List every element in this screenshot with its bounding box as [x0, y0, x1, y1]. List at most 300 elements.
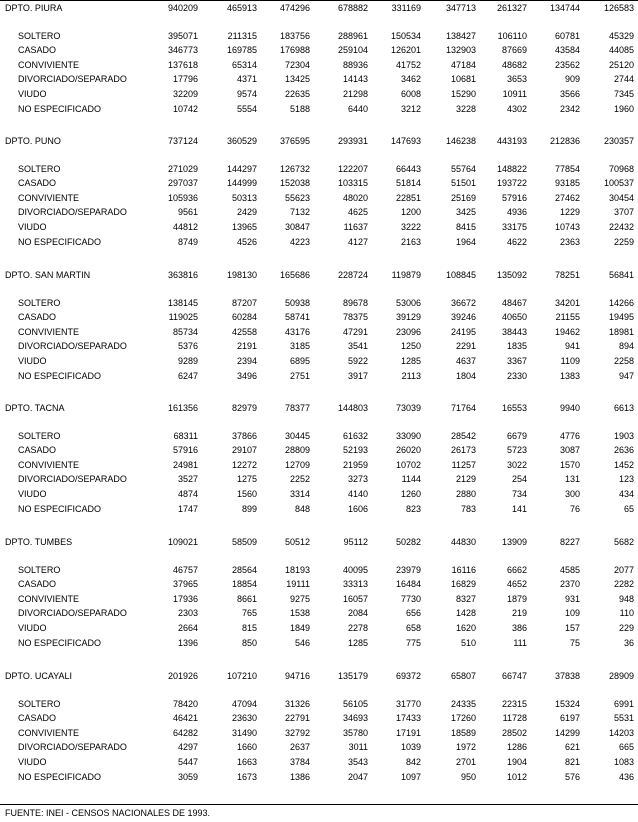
marital-status-row-value: 5376 [177, 341, 198, 352]
marital-status-row-value: 11257 [451, 459, 476, 470]
marital-status-row-value: 30847 [284, 221, 310, 232]
marital-status-row-value: 122207 [337, 163, 368, 174]
marital-status-row-label: CASADO [18, 178, 57, 189]
marital-status-row-value: 2077 [613, 564, 634, 575]
marital-status-row-value: 17796 [172, 74, 198, 85]
marital-status-row [0, 740, 638, 755]
department-section [0, 401, 638, 529]
marital-status-row-value: 4127 [347, 236, 368, 247]
department-total-row-value: 6613 [613, 403, 634, 413]
marital-status-row-value: 1250 [400, 341, 421, 352]
marital-status-row-value: 9561 [177, 207, 198, 218]
marital-status-row-value: 57916 [501, 192, 527, 203]
marital-status-row-value: 4625 [347, 207, 368, 218]
department-total-row-value: 78377 [284, 403, 310, 413]
marital-status-row-value: 60284 [231, 312, 257, 323]
marital-status-row-value: 3059 [177, 771, 198, 782]
marital-status-row-value: 141 [511, 503, 527, 514]
department-total-row-value: 94716 [284, 671, 310, 681]
marital-status-row-value: 131 [564, 474, 580, 485]
marital-status-row-value: 26173 [450, 445, 476, 456]
marital-status-row-value: 665 [618, 742, 634, 753]
marital-status-row-value: 1012 [506, 771, 527, 782]
marital-status-row-value: 297037 [167, 178, 198, 189]
marital-status-row-value: 1560 [236, 488, 257, 499]
marital-status-row-value: 6440 [347, 103, 368, 114]
marital-status-row-value: 87207 [231, 297, 257, 308]
marital-status-row-value: 44085 [608, 45, 634, 56]
department-section [0, 535, 638, 663]
marital-status-row-value: 105936 [167, 192, 198, 203]
marital-status-row-value: 1285 [347, 637, 368, 648]
marital-status-row-value: 1386 [289, 771, 310, 782]
marital-status-row-value: 2129 [455, 474, 476, 485]
marital-status-row-value: 7345 [613, 88, 634, 99]
department-total-row-label: DPTO. PUNO [5, 136, 61, 146]
marital-status-row-value: 395071 [167, 30, 198, 41]
marital-status-row-value: 65 [623, 503, 634, 514]
department-total-row-value: 147693 [390, 136, 421, 146]
marital-status-row-label: NO ESPECIFICADO [18, 771, 102, 782]
marital-status-row-label: NO ESPECIFICADO [18, 236, 102, 247]
marital-status-row-value: 39246 [450, 312, 476, 323]
marital-status-row-value: 947 [618, 370, 634, 381]
marital-status-row [0, 770, 638, 785]
department-total-row-value: 8227 [559, 537, 580, 547]
marital-status-row-value: 3425 [455, 207, 476, 218]
marital-status-row [0, 711, 638, 726]
marital-status-row-value: 78375 [342, 312, 368, 323]
marital-status-row-value: 144999 [226, 178, 257, 189]
marital-status-row-value: 33090 [395, 430, 421, 441]
marital-status-row-value: 22315 [501, 698, 527, 709]
marital-status-row-value: 12272 [231, 459, 257, 470]
marital-status-row-value: 2084 [347, 608, 368, 619]
marital-status-row-label: DIVORCIADO/SEPARADO [18, 341, 127, 352]
marital-status-row-value: 6679 [506, 430, 527, 441]
marital-status-row-value: 950 [460, 771, 476, 782]
marital-status-row-label: VIUDO [18, 355, 47, 366]
marital-status-row-value: 31490 [231, 727, 257, 738]
marital-status-row [0, 354, 638, 369]
marital-status-row-value: 765 [241, 608, 257, 619]
marital-status-row-value: 3653 [506, 74, 527, 85]
marital-status-row-value: 14143 [342, 74, 368, 85]
marital-status-row-label: VIUDO [18, 221, 47, 232]
marital-status-row-value: 16116 [451, 564, 476, 575]
marital-status-row-value: 2880 [455, 488, 476, 499]
marital-status-row-value: 3566 [559, 88, 580, 99]
marital-status-row-value: 931 [564, 593, 580, 604]
marital-status-row-value: 1960 [613, 103, 634, 114]
marital-status-row-value: 16484 [395, 579, 421, 590]
marital-status-row-value: 35780 [342, 727, 368, 738]
marital-status-row-value: 30454 [608, 192, 634, 203]
department-total-row-value: 134744 [549, 3, 580, 13]
marital-status-row-value: 169785 [226, 45, 257, 56]
marital-status-row-label: SOLTERO [18, 297, 61, 308]
marital-status-row-value: 1260 [400, 488, 421, 499]
marital-status-row-value: 93185 [554, 178, 580, 189]
marital-status-row-value: 4297 [177, 742, 198, 753]
department-total-row [0, 401, 638, 416]
marital-status-row-value: 14299 [554, 727, 580, 738]
marital-status-row-value: 3462 [400, 74, 421, 85]
marital-status-row-value: 36 [623, 637, 634, 648]
marital-status-row-value: 29107 [231, 445, 257, 456]
marital-status-row-label: DIVORCIADO/SEPARADO [18, 742, 127, 753]
marital-status-row-value: 211315 [227, 30, 257, 41]
marital-status-row-value: 22432 [608, 221, 634, 232]
marital-status-row-value: 948 [618, 593, 634, 604]
marital-status-row-value: 25169 [450, 192, 476, 203]
department-total-row-value: 161356 [167, 403, 198, 413]
marital-status-row-value: 1606 [347, 503, 368, 514]
marital-status-row-value: 1903 [613, 430, 634, 441]
department-total-row-value: 119879 [391, 270, 421, 280]
marital-status-row-value: 110 [619, 608, 634, 619]
marital-status-row-value: 16829 [450, 579, 476, 590]
marital-status-row-value: 17433 [395, 713, 421, 724]
department-total-row-value: 9940 [559, 403, 580, 413]
marital-status-row-value: 43584 [554, 45, 580, 56]
marital-status-row-value: 23630 [231, 713, 257, 724]
department-total-row-label: DPTO. TUMBES [5, 537, 73, 547]
marital-status-row-value: 1747 [177, 503, 198, 514]
marital-status-row-value: 26020 [395, 445, 421, 456]
marital-status-row-value: 1964 [455, 236, 476, 247]
marital-status-row-value: 6662 [506, 564, 527, 575]
department-total-row-value: 66747 [501, 671, 527, 681]
marital-status-row-value: 9574 [236, 88, 257, 99]
department-total-row-value: 135179 [337, 671, 368, 681]
marital-status-row-value: 1849 [289, 622, 310, 633]
marital-status-row-value: 66443 [395, 163, 421, 174]
marital-status-row-label: VIUDO [18, 488, 47, 499]
marital-status-row-value: 2751 [289, 370, 310, 381]
marital-status-row-value: 21298 [342, 88, 368, 99]
marital-status-row-value: 4874 [177, 488, 198, 499]
marital-status-row-label: CONVIVIENTE [18, 326, 80, 337]
marital-status-row [0, 472, 638, 487]
marital-status-row-value: 78420 [172, 698, 198, 709]
department-section [0, 669, 638, 797]
marital-status-row-label: CASADO [18, 312, 57, 323]
marital-status-row-value: 1879 [506, 593, 527, 604]
department-total-row [0, 535, 638, 550]
marital-status-row-value: 850 [241, 637, 257, 648]
marital-status-row-value: 4637 [455, 355, 476, 366]
marital-status-row-value: 2303 [177, 608, 198, 619]
department-total-row-value: 16553 [501, 403, 527, 413]
marital-status-row-value: 7132 [289, 207, 310, 218]
marital-status-row-value: 5922 [347, 355, 368, 366]
marital-status-row-value: 48020 [342, 192, 368, 203]
marital-status-row-value: 5188 [289, 103, 310, 114]
marital-status-row [0, 636, 638, 651]
marital-status-row-value: 436 [618, 771, 634, 782]
marital-status-row-value: 17936 [172, 593, 198, 604]
marital-status-row-value: 32792 [284, 727, 310, 738]
marital-status-row-value: 2259 [613, 236, 634, 247]
marital-status-row-value: 3367 [506, 355, 527, 366]
marital-status-row-value: 815 [241, 622, 257, 633]
department-total-row-value: 331169 [391, 3, 421, 13]
marital-status-row-value: 18193 [284, 564, 310, 575]
marital-status-row [0, 325, 638, 340]
marital-status-row-value: 4140 [347, 488, 368, 499]
marital-status-row-label: DIVORCIADO/SEPARADO [18, 207, 127, 218]
marital-status-row-value: 23562 [554, 59, 580, 70]
marital-status-row-value: 150534 [390, 30, 421, 41]
marital-status-row-value: 138427 [445, 30, 476, 41]
marital-status-row-value: 40095 [342, 564, 368, 575]
marital-status-row-value: 2291 [455, 341, 476, 352]
marital-status-row-value: 43176 [284, 326, 310, 337]
marital-status-row-value: 10681 [450, 74, 476, 85]
marital-status-row-value: 5554 [236, 103, 257, 114]
marital-status-row [0, 176, 638, 191]
department-total-row-value: 65807 [450, 671, 476, 681]
marital-status-row [0, 191, 638, 206]
marital-status-row-value: 909 [564, 74, 580, 85]
marital-status-row-value: 27462 [554, 192, 580, 203]
marital-status-row-value: 21155 [555, 312, 580, 323]
marital-status-row-value: 8415 [455, 221, 476, 232]
marital-status-row-value: 2429 [236, 207, 257, 218]
marital-status-row-value: 8661 [236, 593, 257, 604]
marital-status-row-value: 8749 [177, 236, 198, 247]
department-total-row-value: 360529 [226, 136, 257, 146]
bottom-rule [0, 804, 638, 805]
marital-status-row [0, 58, 638, 73]
marital-status-row-value: 1538 [289, 608, 310, 619]
marital-status-row-value: 19462 [554, 326, 580, 337]
department-section [0, 1, 638, 129]
marital-status-row-value: 3541 [347, 341, 368, 352]
department-total-row [0, 1, 638, 16]
marital-status-row-value: 4223 [289, 236, 310, 247]
marital-status-row-value: 4371 [236, 74, 257, 85]
marital-status-row-value: 1396 [177, 637, 198, 648]
marital-status-row-value: 386 [511, 622, 527, 633]
marital-status-row-value: 3222 [400, 221, 421, 232]
marital-status-row-label: VIUDO [18, 756, 47, 767]
marital-status-row-value: 2636 [613, 445, 634, 456]
marital-status-row-value: 510 [460, 637, 476, 648]
marital-status-row-value: 1200 [400, 207, 421, 218]
marital-status-row-value: 2342 [559, 103, 580, 114]
marital-status-row-value: 6197 [559, 713, 580, 724]
marital-status-row-value: 76 [569, 503, 580, 514]
marital-status-row-value: 55623 [284, 192, 310, 203]
department-total-row-value: 940209 [167, 3, 198, 13]
marital-status-row-value: 55764 [450, 163, 476, 174]
marital-status-row-value: 2047 [347, 771, 368, 782]
marital-status-row [0, 310, 638, 325]
marital-status-row-value: 3228 [455, 103, 476, 114]
marital-status-row-value: 2701 [455, 756, 476, 767]
marital-status-row [0, 621, 638, 636]
department-section [0, 134, 638, 262]
department-total-row-value: 95112 [343, 537, 368, 547]
marital-status-row-value: 2744 [613, 74, 634, 85]
marital-status-row-value: 137618 [167, 59, 198, 70]
marital-status-row-value: 1804 [455, 370, 476, 381]
marital-status-row-value: 60781 [554, 30, 580, 41]
department-total-row-value: 144803 [337, 403, 368, 413]
source-footer: FUENTE: INEI - CENSOS NACIONALES DE 1993. [5, 808, 211, 818]
marital-status-row-value: 1039 [400, 742, 421, 753]
marital-status-row-value: 3185 [289, 341, 310, 352]
marital-status-row-value: 2637 [289, 742, 310, 753]
department-total-row-label: DPTO. UCAYALI [5, 671, 73, 681]
marital-status-row [0, 502, 638, 517]
department-total-row-value: 293931 [337, 136, 368, 146]
department-total-row-value: 135092 [496, 270, 527, 280]
marital-status-row-value: 1663 [236, 756, 257, 767]
department-section [0, 268, 638, 396]
marital-status-row-value: 68311 [173, 430, 198, 441]
marital-status-row-value: 775 [405, 637, 421, 648]
marital-status-row-value: 4585 [559, 564, 580, 575]
marital-status-row-value: 10702 [395, 459, 421, 470]
marital-status-row-value: 821 [564, 756, 580, 767]
marital-status-row [0, 577, 638, 592]
marital-status-row [0, 220, 638, 235]
marital-status-row-value: 3784 [289, 756, 310, 767]
marital-status-row-value: 106110 [497, 30, 527, 41]
marital-status-row-value: 1972 [455, 742, 476, 753]
marital-status-row-value: 17260 [450, 713, 476, 724]
marital-status-row-value: 5447 [177, 756, 198, 767]
department-total-row-value: 465913 [226, 3, 257, 13]
marital-status-row-value: 183756 [279, 30, 310, 41]
marital-status-row-value: 87669 [501, 45, 527, 56]
marital-status-row [0, 87, 638, 102]
marital-status-row-value: 111 [513, 637, 527, 648]
marital-status-row-value: 36672 [450, 297, 476, 308]
marital-status-row [0, 755, 638, 770]
marital-status-row [0, 697, 638, 712]
department-total-row-value: 58509 [231, 537, 257, 547]
marital-status-row-value: 40650 [501, 312, 527, 323]
marital-status-row [0, 487, 638, 502]
marital-status-row-value: 576 [564, 771, 580, 782]
marital-status-row-value: 19495 [608, 312, 634, 323]
marital-status-row-value: 1144 [401, 474, 421, 485]
marital-status-row-value: 6247 [177, 370, 198, 381]
marital-status-row-value: 3212 [400, 103, 421, 114]
marital-status-row-value: 1673 [236, 771, 257, 782]
marital-status-row-value: 734 [511, 488, 527, 499]
marital-status-row-value: 8327 [455, 593, 476, 604]
department-total-row-value: 126583 [603, 3, 634, 13]
marital-status-row-value: 75 [569, 637, 580, 648]
marital-status-row-value: 4302 [506, 103, 527, 114]
marital-status-row-value: 144297 [226, 163, 257, 174]
marital-status-row-value: 24195 [450, 326, 476, 337]
marital-status-row-value: 50938 [284, 297, 310, 308]
marital-status-row-value: 19111 [286, 579, 310, 590]
marital-status-row-value: 24335 [450, 698, 476, 709]
marital-status-row [0, 43, 638, 58]
marital-status-row-value: 28542 [450, 430, 476, 441]
department-total-row [0, 268, 638, 283]
marital-status-row-value: 259104 [337, 45, 368, 56]
marital-status-row-value: 152038 [279, 178, 310, 189]
department-total-row-value: 28909 [608, 671, 634, 681]
marital-status-row-value: 3273 [347, 474, 368, 485]
marital-status-row-value: 1109 [560, 355, 580, 366]
department-total-row-value: 107210 [226, 671, 257, 681]
marital-status-row-value: 3022 [506, 459, 527, 470]
marital-status-row-value: 56105 [342, 698, 368, 709]
marital-status-row-value: 64282 [172, 727, 198, 738]
marital-status-row-value: 1904 [506, 756, 527, 767]
marital-status-row-value: 37866 [231, 430, 257, 441]
marital-status-row-value: 16057 [342, 593, 368, 604]
marital-status-row-value: 346773 [167, 45, 198, 56]
marital-status-row-value: 46757 [172, 564, 198, 575]
marital-status-row-value: 28564 [231, 564, 257, 575]
top-rule [0, 0, 638, 1]
marital-status-row-value: 37965 [172, 579, 198, 590]
marital-status-row-value: 1275 [236, 474, 257, 485]
marital-status-row-value: 3527 [177, 474, 198, 485]
marital-status-row-label: CONVIVIENTE [18, 59, 80, 70]
marital-status-row-label: NO ESPECIFICADO [18, 637, 102, 648]
marital-status-row-value: 14266 [608, 297, 634, 308]
marital-status-row-value: 28502 [501, 727, 527, 738]
marital-status-row-value: 51501 [450, 178, 476, 189]
marital-status-row [0, 369, 638, 384]
marital-status-row-value: 18589 [450, 727, 476, 738]
marital-status-row-value: 23096 [395, 326, 421, 337]
marital-status-row-value: 109 [564, 608, 580, 619]
marital-status-row-label: NO ESPECIFICADO [18, 370, 102, 381]
marital-status-row-value: 58741 [284, 312, 310, 323]
marital-status-row-value: 288961 [337, 30, 368, 41]
department-total-row-value: 73039 [395, 403, 421, 413]
marital-status-row-value: 2113 [401, 370, 421, 381]
marital-status-row-value: 52193 [342, 445, 368, 456]
marital-status-row-value: 1570 [559, 459, 580, 470]
marital-status-row-value: 1383 [559, 370, 580, 381]
marital-status-row-value: 3314 [289, 488, 310, 499]
department-total-row-value: 230357 [603, 136, 634, 146]
marital-status-row-value: 2282 [613, 579, 634, 590]
marital-status-row-value: 15324 [554, 698, 580, 709]
department-total-row-value: 212836 [549, 136, 580, 146]
marital-status-row-value: 47184 [450, 59, 476, 70]
marital-status-row-value: 1835 [506, 341, 527, 352]
marital-status-row-value: 34201 [554, 297, 580, 308]
marital-status-row-value: 899 [241, 503, 257, 514]
department-total-row-label: DPTO. SAN MARTIN [5, 270, 91, 280]
marital-status-row-value: 45329 [608, 30, 634, 41]
marital-status-row-value: 10743 [554, 221, 580, 232]
marital-status-row-value: 941 [564, 341, 580, 352]
marital-status-row-value: 1285 [400, 355, 421, 366]
marital-status-row-value: 22635 [284, 88, 310, 99]
marital-status-row-value: 656 [405, 608, 421, 619]
marital-status-row-value: 15290 [450, 88, 476, 99]
marital-status-row-value: 3087 [559, 445, 580, 456]
marital-status-row-value: 2258 [613, 355, 634, 366]
marital-status-row-value: 176988 [279, 45, 310, 56]
marital-status-row-value: 2664 [177, 622, 198, 633]
